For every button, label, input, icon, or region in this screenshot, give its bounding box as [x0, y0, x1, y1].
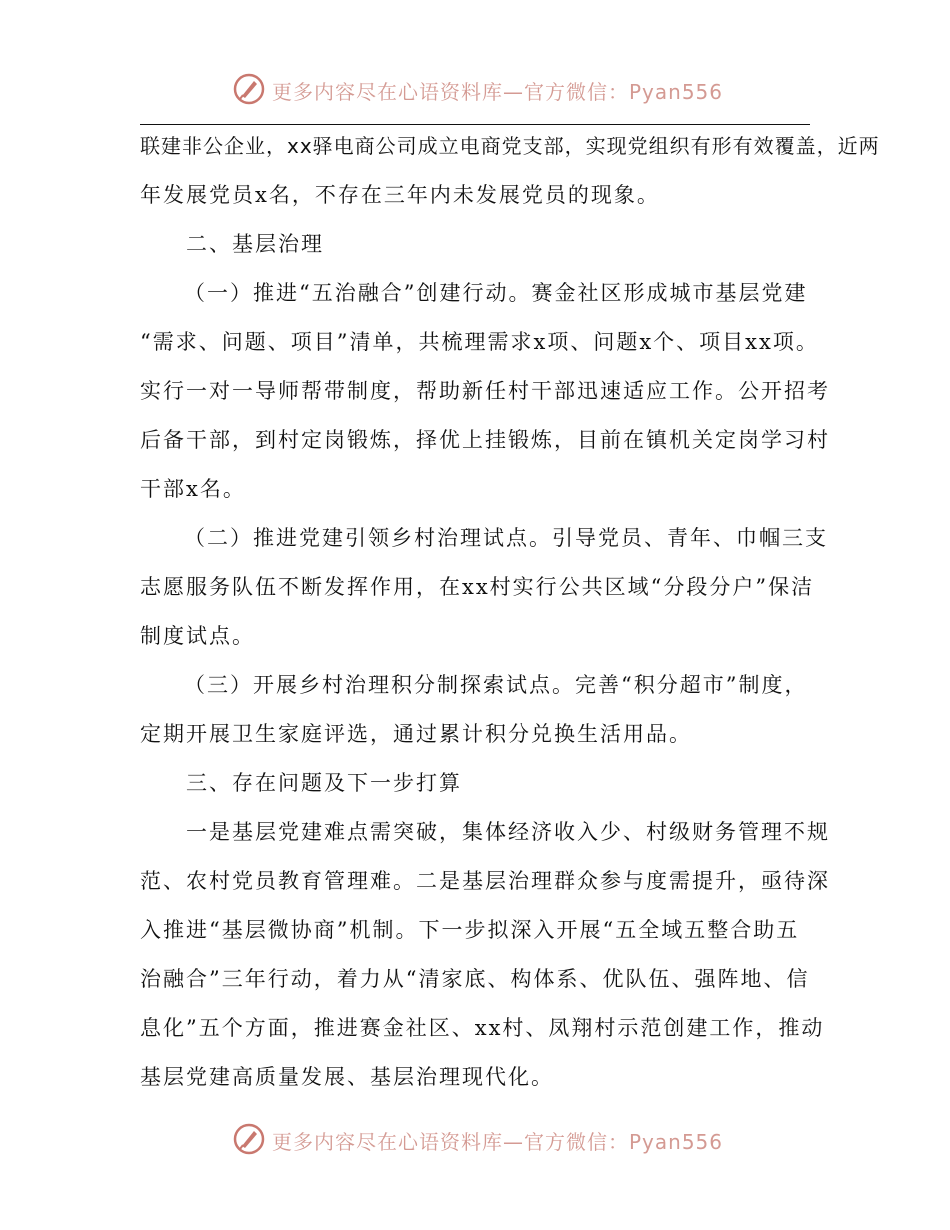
body-line: （一）推进“五治融合”创建行动。赛金社区形成城市基层党建: [184, 281, 808, 305]
body-line: 志愿服务队伍不断发挥作用，在xx村实行公共区域“分段分户”保洁: [140, 575, 815, 599]
body-line: （三）开展乡村治理积分制探索试点。完善“积分超市”制度，: [184, 673, 808, 697]
body-line: 入推进“基层微协商”机制。下一步拟深入开展“五全域五整合助五: [140, 918, 800, 942]
body-line: （二）推进党建引领乡村治理试点。引导党员、青年、巾帼三支: [184, 526, 828, 550]
body-line: 治融合”三年行动，着力从“清家底、构体系、优队伍、强阵地、信: [140, 967, 810, 991]
pen-nib-logo-icon: [232, 72, 266, 106]
body-line: 一是基层党建难点需突破，集体经济收入少、村级财务管理不规: [186, 820, 830, 844]
body-line: 息化”五个方面，推进赛金社区、xx村、凤翔村示范创建工作，推动: [140, 1016, 825, 1040]
body-line: 后备干部，到村定岗锻炼，择优上挂锻炼，目前在镇机关定岗学习村: [140, 428, 830, 452]
header-watermark-banner: [0, 70, 950, 110]
body-line: 联建非公企业，xx驿电商公司成立电商党支部，实现党组织有形有效覆盖，近两: [140, 134, 880, 158]
document-body: [140, 122, 880, 1102]
footer-watermark-banner: [0, 1120, 950, 1160]
header-watermark-text: 更多内容尽在心语资料库—官方微信：Pyan556: [272, 80, 724, 104]
body-line: 年发展党员x名，不存在三年内未发展党员的现象。: [140, 183, 660, 207]
pen-nib-logo-icon: [232, 1122, 266, 1156]
section-heading: 二、基层治理: [186, 232, 324, 256]
body-line: 定期开展卫生家庭评选，通过累计积分兑换生活用品。: [140, 722, 692, 746]
section-heading: 三、存在问题及下一步打算: [186, 771, 462, 795]
body-line: “需求、问题、项目”清单，共梳理需求x项、问题x个、项目xx项。: [140, 330, 819, 354]
body-line: 基层党建高质量发展、基层治理现代化。: [140, 1065, 554, 1089]
body-line: 制度试点。: [140, 624, 255, 648]
footer-watermark-text: 更多内容尽在心语资料库—官方微信：Pyan556: [272, 1130, 724, 1154]
body-line: 范、农村党员教育管理难。二是基层治理群众参与度需提升，亟待深: [140, 869, 830, 893]
body-line: 干部x名。: [140, 477, 246, 501]
body-line: 实行一对一导师帮带制度，帮助新任村干部迅速适应工作。公开招考: [140, 379, 830, 403]
